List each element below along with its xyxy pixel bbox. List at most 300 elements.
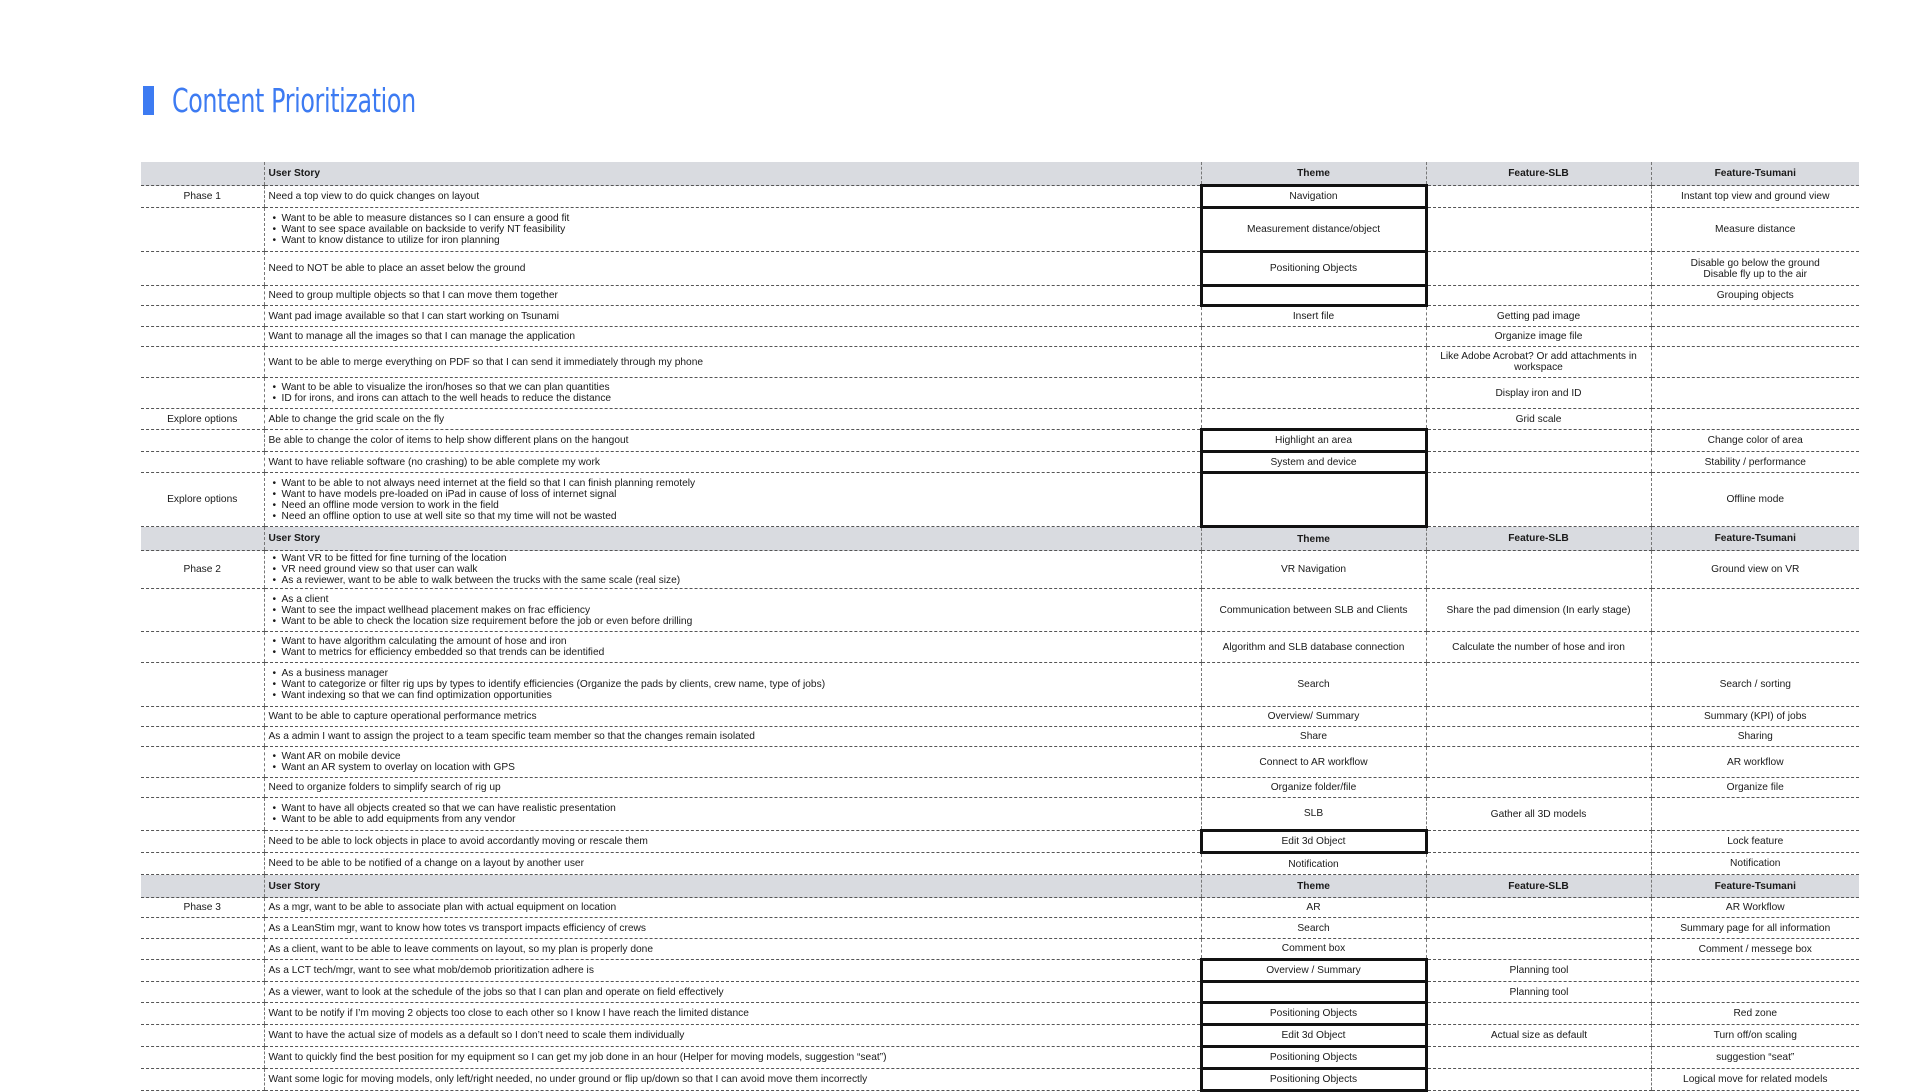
- user-story-text: Need to NOT be able to place an asset below the ground: [268, 263, 526, 274]
- feature-tsumani-cell: Stability / performance: [1651, 452, 1859, 473]
- feature-tsumani-cell: [1651, 798, 1859, 831]
- feature-tsumani-cell: [1651, 982, 1859, 1003]
- theme-cell: [1201, 473, 1426, 527]
- theme-cell: Positioning Objects: [1201, 1069, 1426, 1091]
- user-story-bullet: [269, 213, 1196, 224]
- feature-slb-cell: Getting pad image: [1426, 306, 1651, 327]
- user-story-text: Want to be able to capture operational performance metrics: [268, 711, 537, 722]
- phase-cell: [141, 853, 264, 875]
- theme-cell: SLB: [1201, 798, 1426, 831]
- phase-cell: [141, 589, 264, 632]
- theme-cell: Navigation: [1201, 186, 1426, 208]
- table-row: [141, 798, 1859, 831]
- feature-slb-cell: Planning tool: [1426, 960, 1651, 982]
- table-row: [141, 918, 1859, 939]
- table-row: [141, 473, 1859, 527]
- phase-cell: [141, 286, 264, 306]
- phase-cell: [141, 327, 264, 347]
- phase-cell: [141, 939, 264, 960]
- feature-slb-cell: [1426, 252, 1651, 286]
- page-title: Content Prioritization: [172, 80, 416, 120]
- phase-cell: Phase 1: [141, 186, 264, 208]
- user-story-text: Want to have the actual size of models as a default so I don’t need to scale them individually: [268, 1030, 685, 1041]
- user-story-bullet: [269, 553, 1197, 564]
- theme-cell: [1201, 409, 1426, 430]
- phase-cell: [141, 1047, 264, 1069]
- user-story-text: As a client: [281, 593, 329, 605]
- user-story-bullet: [269, 636, 1197, 647]
- user-story-text: Want to have algorithm calculating the amount of hose and iron: [281, 636, 567, 647]
- feature-slb-cell: [1426, 898, 1651, 918]
- user-story-text: Want to see space available on backside to verify NT feasibility: [281, 224, 566, 235]
- theme-cell: Organize folder/file: [1201, 778, 1426, 798]
- user-story-text: Want indexing so that we can find optimization opportunities: [281, 690, 552, 701]
- theme-cell: Search: [1201, 663, 1426, 707]
- user-story-cell: [264, 347, 1201, 378]
- user-story-bullet: [269, 235, 1196, 246]
- phase-cell: [141, 1003, 264, 1025]
- theme-cell: System and device: [1201, 452, 1426, 473]
- feature-tsumani-cell: [1651, 632, 1859, 663]
- bullet-icon: •: [272, 615, 277, 627]
- theme-cell: Edit 3d Object: [1201, 831, 1426, 853]
- user-story-text: Want to manage all the images so that I can manage the application: [268, 331, 576, 342]
- user-story-text: As a client, want to be able to leave comments on layout, so my plan is properly done: [268, 943, 654, 955]
- table-header-row: [141, 162, 1859, 186]
- user-story-cell: [264, 430, 1201, 452]
- theme-cell: Positioning Objects: [1201, 1003, 1426, 1025]
- bullet-icon: •: [272, 564, 277, 575]
- theme-cell: [1201, 286, 1426, 306]
- feature-tsumani-cell: Turn off/on scaling: [1651, 1025, 1859, 1047]
- feature-tsumani-cell: [1651, 589, 1859, 632]
- header-user-story: User Story: [264, 527, 1201, 551]
- user-story-cell: [264, 1025, 1201, 1047]
- feature-tsumani-cell: Disable go below the ground Disable fly up to the air: [1651, 252, 1859, 286]
- phase-cell: [141, 747, 264, 778]
- user-story-text: Want AR on mobile device: [281, 751, 401, 762]
- feature-tsumani-cell: Red zone: [1651, 1003, 1859, 1025]
- header-theme: Theme: [1201, 875, 1426, 898]
- feature-tsumani-cell: [1651, 960, 1859, 982]
- bullet-icon: •: [272, 751, 277, 762]
- table-row: [141, 778, 1859, 798]
- feature-slb-cell: [1426, 918, 1651, 939]
- table-row: [141, 982, 1859, 1003]
- user-story-cell: [264, 853, 1201, 875]
- user-story-bullet: [269, 803, 1197, 814]
- user-story-cell: [264, 831, 1201, 853]
- feature-tsumani-cell: [1651, 347, 1859, 378]
- phase-cell: [141, 663, 264, 707]
- theme-cell: Connect to AR workflow: [1201, 747, 1426, 778]
- user-story-cell: [264, 589, 1201, 632]
- bullet-icon: •: [272, 636, 277, 647]
- feature-tsumani-cell: Organize file: [1651, 778, 1859, 798]
- table-row: [141, 1003, 1859, 1025]
- header-feature-slb: Feature-SLB: [1426, 527, 1651, 551]
- user-story-bullet: [269, 224, 1196, 235]
- feature-tsumani-cell: [1651, 378, 1859, 409]
- user-story-bullet: [269, 690, 1197, 701]
- phase-cell: [141, 707, 264, 727]
- bullet-icon: •: [272, 393, 277, 404]
- phase-cell: [141, 347, 264, 378]
- header-theme: Theme: [1201, 162, 1426, 186]
- phase-cell: [141, 982, 264, 1003]
- phase-cell: [141, 798, 264, 831]
- user-story-cell: [264, 452, 1201, 473]
- bullet-icon: •: [272, 575, 277, 586]
- user-story-text: As a mgr, want to be able to associate plan with actual equipment on location: [268, 902, 617, 913]
- theme-cell: [1201, 982, 1426, 1003]
- phase-cell: [141, 831, 264, 853]
- user-story-bullet: [269, 564, 1197, 575]
- user-story-cell: [264, 327, 1201, 347]
- feature-slb-cell: [1426, 663, 1651, 707]
- feature-slb-cell: [1426, 208, 1651, 252]
- theme-cell: Search: [1201, 918, 1426, 939]
- feature-tsumani-cell: AR workflow: [1651, 747, 1859, 778]
- feature-tsumani-cell: Ground view on VR: [1651, 551, 1859, 589]
- feature-slb-cell: Organize image file: [1426, 327, 1651, 347]
- bullet-icon: •: [272, 510, 277, 522]
- theme-cell: [1201, 378, 1426, 409]
- theme-cell: Notification: [1201, 853, 1426, 875]
- user-story-text: Need to be able to be notified of a change on a layout by another user: [268, 858, 584, 869]
- user-story-bullet: [269, 762, 1197, 773]
- user-story-bullet: [269, 647, 1197, 658]
- user-story-text: VR need ground view so that user can walk: [281, 564, 478, 575]
- user-story-cell: [264, 551, 1201, 589]
- phase-cell: [141, 918, 264, 939]
- user-story-text: Need to organize folders to simplify search of rig up: [268, 782, 501, 793]
- theme-cell: Share: [1201, 727, 1426, 747]
- phase-cell: [141, 1025, 264, 1047]
- table-row: [141, 747, 1859, 778]
- user-story-cell: [264, 208, 1201, 252]
- bullet-icon: •: [272, 668, 277, 679]
- feature-slb-cell: [1426, 473, 1651, 527]
- theme-cell: [1201, 327, 1426, 347]
- table-row: [141, 186, 1859, 208]
- user-story-bullet: [269, 393, 1197, 404]
- user-story-cell: [264, 632, 1201, 663]
- user-story-bullet: [269, 679, 1197, 690]
- feature-tsumani-cell: Instant top view and ground view: [1651, 186, 1859, 208]
- user-story-text: As a LCT tech/mgr, want to see what mob/demob prioritization adhere is: [268, 965, 594, 976]
- user-story-cell: [264, 286, 1201, 306]
- user-story-cell: [264, 918, 1201, 939]
- feature-slb-cell: [1426, 778, 1651, 798]
- user-story-text: Want an AR system to overlay on location with GPS: [281, 762, 515, 773]
- header-user-story: User Story: [264, 162, 1201, 186]
- user-story-text: Want to be able to not always need internet at the field so that I can finish planning remotely: [281, 477, 696, 489]
- bullet-icon: •: [272, 213, 277, 224]
- phase-cell: Phase 2: [141, 551, 264, 589]
- user-story-text: As a viewer, want to look at the schedule of the jobs so that I can plan and operate on field effectively: [268, 986, 724, 998]
- user-story-text: Need a top view to do quick changes on layout: [268, 191, 480, 202]
- user-story-bullet: [269, 594, 1197, 605]
- bullet-icon: •: [272, 679, 277, 690]
- table-row: [141, 452, 1859, 473]
- table-row: [141, 430, 1859, 452]
- header-theme: Theme: [1201, 527, 1426, 551]
- header-phase-cell: [141, 527, 264, 551]
- bullet-icon: •: [272, 593, 277, 605]
- feature-slb-cell: [1426, 727, 1651, 747]
- phase-cell: Phase 3: [141, 898, 264, 918]
- bullet-icon: •: [272, 604, 277, 616]
- theme-cell: [1201, 347, 1426, 378]
- table-row: [141, 327, 1859, 347]
- header-feature-slb: Feature-SLB: [1426, 875, 1651, 898]
- table-row: [141, 727, 1859, 747]
- bullet-icon: •: [272, 499, 277, 511]
- feature-slb-cell: Gather all 3D models: [1426, 798, 1651, 831]
- user-story-cell: [264, 663, 1201, 707]
- user-story-text: As a business manager: [281, 668, 388, 679]
- theme-cell: Positioning Objects: [1201, 1047, 1426, 1069]
- user-story-cell: [264, 707, 1201, 727]
- header-feature-tsumani: Feature-Tsumani: [1651, 162, 1859, 186]
- table-row: [141, 589, 1859, 632]
- feature-slb-cell: [1426, 186, 1651, 208]
- table-header-row: [141, 527, 1859, 551]
- user-story-cell: [264, 306, 1201, 327]
- feature-tsumani-cell: Notification: [1651, 853, 1859, 875]
- feature-slb-cell: Calculate the number of hose and iron: [1426, 632, 1651, 663]
- feature-slb-cell: [1426, 551, 1651, 589]
- theme-cell: Highlight an area: [1201, 430, 1426, 452]
- table-row: [141, 1025, 1859, 1047]
- bullet-icon: •: [272, 647, 277, 658]
- table-row: [141, 939, 1859, 960]
- user-story-text: As a reviewer, want to be able to walk between the trucks with the same scale (real size): [281, 575, 681, 586]
- feature-tsumani-cell: [1651, 306, 1859, 327]
- user-story-cell: [264, 252, 1201, 286]
- user-story-text: Want to see the impact wellhead placement makes on frac efficiency: [281, 604, 591, 616]
- user-story-text: Be able to change the color of items to help show different plans on the hangout: [268, 435, 629, 446]
- user-story-text: As a admin I want to assign the project to a team specific team member so that the changes remain isolated: [268, 731, 755, 742]
- theme-cell: VR Navigation: [1201, 551, 1426, 589]
- theme-cell: Communication between SLB and Clients: [1201, 589, 1426, 632]
- user-story-text: Need an offline mode version to work in the field: [281, 499, 499, 511]
- feature-tsumani-cell: Lock feature: [1651, 831, 1859, 853]
- user-story-text: Want pad image available so that I can start working on Tsunami: [268, 310, 559, 322]
- user-story-cell: [264, 409, 1201, 430]
- table-header-row: [141, 875, 1859, 898]
- table-row: [141, 960, 1859, 982]
- theme-cell: Overview/ Summary: [1201, 707, 1426, 727]
- feature-slb-cell: [1426, 452, 1651, 473]
- content-prioritization-table: [141, 162, 1859, 1092]
- phase-cell: [141, 378, 264, 409]
- feature-slb-cell: Display iron and ID: [1426, 378, 1651, 409]
- theme-cell: Comment box: [1201, 939, 1426, 960]
- table-row: [141, 853, 1859, 875]
- user-story-bullet: [269, 814, 1197, 825]
- feature-slb-cell: [1426, 747, 1651, 778]
- feature-tsumani-cell: Measure distance: [1651, 208, 1859, 252]
- user-story-cell: [264, 186, 1201, 208]
- user-story-text: Want to be able to add equipments from any vendor: [281, 814, 516, 825]
- feature-slb-cell: [1426, 430, 1651, 452]
- bullet-icon: •: [272, 814, 277, 825]
- feature-slb-cell: [1426, 1003, 1651, 1025]
- phase-cell: [141, 632, 264, 663]
- feature-slb-cell: [1426, 939, 1651, 960]
- feature-tsumani-cell: [1651, 409, 1859, 430]
- user-story-text: Want to quickly find the best position for my equipment so I can get my job done in an hour (Helper for moving models, suggestion “seat”): [268, 1052, 887, 1063]
- header-phase-cell: [141, 162, 264, 186]
- table-row: [141, 347, 1859, 378]
- feature-tsumani-cell: Change color of area: [1651, 430, 1859, 452]
- table-row: [141, 1047, 1859, 1069]
- header-feature-tsumani: Feature-Tsumani: [1651, 527, 1859, 551]
- user-story-text: Want to have models pre-loaded on iPad in cause of loss of internet signal: [281, 488, 617, 500]
- title-block: [143, 78, 511, 122]
- feature-slb-cell: [1426, 1047, 1651, 1069]
- feature-tsumani-cell: Search / sorting: [1651, 663, 1859, 707]
- feature-slb-cell: [1426, 831, 1651, 853]
- header-user-story: User Story: [264, 875, 1201, 898]
- user-story-cell: [264, 727, 1201, 747]
- bullet-icon: •: [272, 224, 277, 235]
- user-story-text: Want to be able to check the location size requirement before the job or even before drilling: [281, 615, 693, 627]
- title-accent-bar: [143, 86, 154, 115]
- user-story-text: Want to be able to measure distances so I can ensure a good fit: [281, 213, 570, 224]
- user-story-text: Want to know distance to utilize for iron planning: [281, 235, 500, 246]
- theme-cell: AR: [1201, 898, 1426, 918]
- table-row: [141, 632, 1859, 663]
- user-story-cell: [264, 747, 1201, 778]
- user-story-bullet: [269, 668, 1197, 679]
- phase-cell: [141, 960, 264, 982]
- user-story-text: Need to be able to lock objects in place to avoid accordantly moving or rescale them: [268, 836, 648, 847]
- user-story-cell: [264, 1003, 1201, 1025]
- user-story-text: As a LeanStim mgr, want to know how totes vs transport impacts efficiency of crews: [268, 922, 646, 934]
- table-row: [141, 898, 1859, 918]
- bullet-icon: •: [272, 690, 277, 701]
- header-feature-slb: Feature-SLB: [1426, 162, 1651, 186]
- table-row: [141, 252, 1859, 286]
- user-story-cell: [264, 378, 1201, 409]
- bullet-icon: •: [272, 382, 277, 393]
- user-story-bullet: [269, 751, 1197, 762]
- feature-tsumani-cell: Offline mode: [1651, 473, 1859, 527]
- user-story-cell: [264, 982, 1201, 1003]
- phase-cell: Explore options: [141, 409, 264, 430]
- feature-slb-cell: [1426, 707, 1651, 727]
- bullet-icon: •: [272, 553, 277, 564]
- user-story-cell: [264, 960, 1201, 982]
- bullet-icon: •: [272, 488, 277, 500]
- feature-tsumani-cell: [1651, 327, 1859, 347]
- user-story-bullet: [269, 575, 1197, 586]
- user-story-text: Want to categorize or filter rig ups by types to identify efficiencies (Organize the pads by clients, crew name, type of jobs): [281, 679, 826, 690]
- bullet-icon: •: [272, 803, 277, 814]
- user-story-text: Want to have reliable software (no crashing) to be able complete my work: [268, 456, 600, 468]
- phase-cell: [141, 208, 264, 252]
- phase-cell: [141, 452, 264, 473]
- user-story-text: Want to be able to visualize the iron/hoses so that we can plan quantities: [281, 382, 610, 393]
- user-story-bullet: [269, 489, 1196, 500]
- feature-tsumani-cell: suggestion “seat”: [1651, 1047, 1859, 1069]
- table-row: [141, 378, 1859, 409]
- phase-cell: [141, 727, 264, 747]
- user-story-bullet: [269, 511, 1196, 522]
- header-feature-tsumani: Feature-Tsumani: [1651, 875, 1859, 898]
- feature-tsumani-cell: Comment / messege box: [1651, 939, 1859, 960]
- feature-tsumani-cell: Summary page for all information: [1651, 918, 1859, 939]
- feature-tsumani-cell: AR Workflow: [1651, 898, 1859, 918]
- feature-tsumani-cell: Logical move for related models: [1651, 1069, 1859, 1091]
- feature-slb-cell: Planning tool: [1426, 982, 1651, 1003]
- table-row: [141, 663, 1859, 707]
- user-story-text: Want some logic for moving models, only left/right needed, no under ground or flip up/down so that I can avoid move them incorrectly: [268, 1074, 868, 1085]
- user-story-cell: [264, 778, 1201, 798]
- user-story-text: Want to have all objects created so that we can have realistic presentation: [281, 803, 616, 814]
- phase-cell: [141, 778, 264, 798]
- feature-slb-cell: Share the pad dimension (In early stage): [1426, 589, 1651, 632]
- theme-cell: Edit 3d Object: [1201, 1025, 1426, 1047]
- theme-cell: Algorithm and SLB database connection: [1201, 632, 1426, 663]
- phase-cell: [141, 430, 264, 452]
- theme-cell: Insert file: [1201, 306, 1426, 327]
- feature-tsumani-cell: Summary (KPI) of jobs: [1651, 707, 1859, 727]
- phase-cell: [141, 252, 264, 286]
- table-row: [141, 409, 1859, 430]
- user-story-text: Need to group multiple objects so that I can move them together: [268, 290, 558, 301]
- user-story-bullet: [269, 500, 1196, 511]
- table-row: [141, 286, 1859, 306]
- user-story-bullet: [269, 616, 1197, 627]
- table-row: [141, 551, 1859, 589]
- theme-cell: Positioning Objects: [1201, 252, 1426, 286]
- table-row: [141, 208, 1859, 252]
- user-story-text: Need an offline option to use at well site so that my time will not be wasted: [281, 510, 617, 522]
- feature-slb-cell: [1426, 853, 1651, 875]
- user-story-cell: [264, 939, 1201, 960]
- user-story-text: ID for irons, and irons can attach to the well heads to reduce the distance: [281, 393, 612, 404]
- feature-tsumani-cell: Grouping objects: [1651, 286, 1859, 306]
- phase-cell: Explore options: [141, 473, 264, 527]
- table-row: [141, 831, 1859, 853]
- feature-slb-cell: Grid scale: [1426, 409, 1651, 430]
- user-story-text: Want to be notify if I’m moving 2 objects too close to each other so I know I have reach the limited distance: [268, 1008, 749, 1019]
- bullet-icon: •: [272, 477, 277, 489]
- bullet-icon: •: [272, 762, 277, 773]
- user-story-text: Able to change the grid scale on the fly: [268, 413, 445, 425]
- user-story-bullet: [269, 605, 1197, 616]
- user-story-text: Want to metrics for efficiency embedded so that trends can be identified: [281, 647, 605, 658]
- user-story-cell: [264, 473, 1201, 527]
- theme-cell: Measurement distance/object: [1201, 208, 1426, 252]
- table-row: [141, 306, 1859, 327]
- theme-cell: Overview / Summary: [1201, 960, 1426, 982]
- user-story-text: Want VR to be fitted for fine turning of the location: [281, 553, 507, 564]
- user-story-text: Want to be able to merge everything on PDF so that I can send it immediately through my phone: [268, 356, 704, 368]
- user-story-cell: [264, 1047, 1201, 1069]
- user-story-bullet: [269, 382, 1197, 393]
- feature-slb-cell: Actual size as default: [1426, 1025, 1651, 1047]
- feature-slb-cell: Like Adobe Acrobat? Or add attachments in workspace: [1426, 347, 1651, 378]
- header-phase-cell: [141, 875, 264, 898]
- phase-cell: [141, 306, 264, 327]
- user-story-cell: [264, 898, 1201, 918]
- feature-tsumani-cell: Sharing: [1651, 727, 1859, 747]
